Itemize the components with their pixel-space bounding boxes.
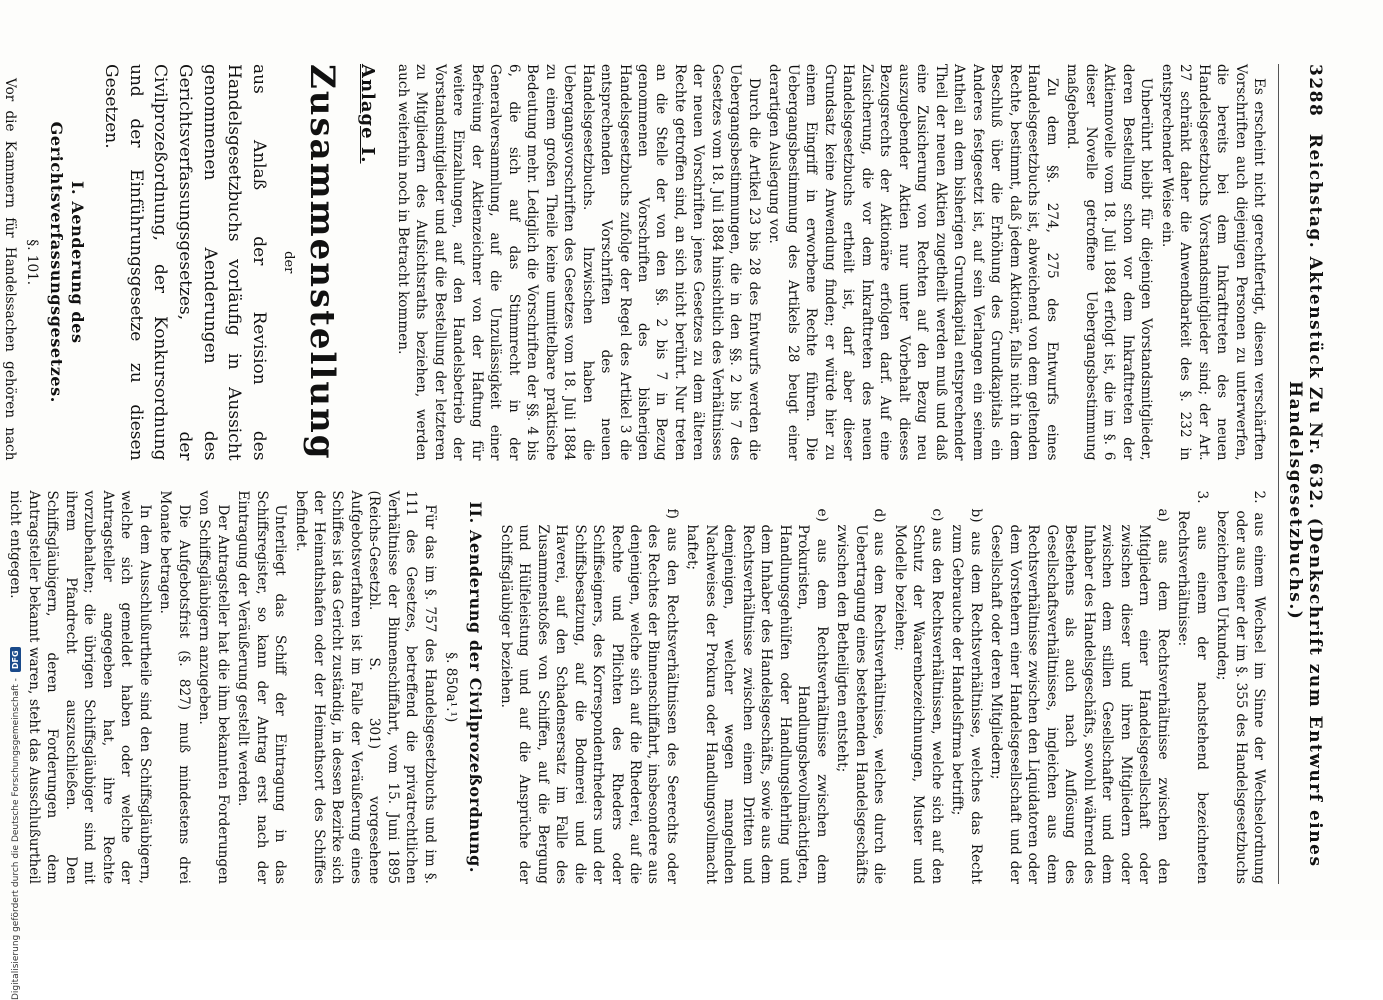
list-item: 3. aus einem der nachstehend bezeichneten Rechtsverhältnisse: [1175, 490, 1210, 884]
paragraph: Zu dem §§. 274, 275 des Entwurfs eines Handelsgesetzbuchs ist, abweichend von dem geltenden Rechte, bestimmt, daß jedem Aktionär, falls nicht in dem Beschluß über die Erhöhung des Grundkapitals ein Anderes festgesetzt ist, auf sein Verlangen ein seinem Antheil an dem bisherigen Grundkapital entsprechender Theil der neuen Aktien zugetheilt werden muß und daß eine Zusicherung von Rechten auf den Bezug neu auszugebender Aktien nur unter Vorbehalt dieses Bezugsrechts der Aktionäre erfolgen darf. Auf eine Zusicherung, die vor dem Inkrafttreten des neuen Handelsgesetzbuchs ertheilt ist, darf aber dieser Grundsatz keine Anwendung finden; er würde hier zu einem Eingriff in erworbene Rechte führen. Die Uebergangsbestimmung des Artikels 28 beugt einer derartigen Auslegung vor. [766, 64, 1060, 461]
sub-list-item: e) aus dem Rechtsverhältnisse zwischen dem Prokuristen, Handlungsbevollmächtigten, Handlungsgehülfen oder Handlungslehrling und dem Inhaber des Handelsgeschäfts, sowie aus dem Rechtsverhältnisse zwischen einem Dritten und demjenigen, welcher wegen mangelnden Nachweises der Prokura oder Handlungsvollmacht haftet; [684, 508, 830, 884]
sub-list-item: c) aus den Rechtsverhältnissen, welche sich auf den Schutz der Waarenbezeichnungen, Muster und Modelle beziehen; [891, 508, 945, 884]
section-heading: II. Aenderung der Civilprozeßordnung. [466, 501, 486, 874]
sub-list-item: a) aus dem Rechtsverhältnisse zwischen den Mitgliedern einer Handelsgesellschaft oder zwischen dieser und ihren Mitgliedern oder zwischen dem stillen Gesellschafter und dem Inhaber des Handelsgeschäfts, sowohl während des Bestehens als auch nach Auflösung des Gesellschaftsverhältnisses, ingleichen aus dem Rechtsverhältnisse zwischen den Liquidatoren oder dem Vorstehern einer Handelsgesellschaft und der Gesellschaft oder deren Mitgliedern; [988, 508, 1171, 884]
sub-list-item: f) aus den Rechtsverhältnissen des Seerechts oder des Rechtes der Binnenschiffahrt, insbesondere aus denjenigen, welche sich auf die Rhederei, auf die Rechte und Pflichten des Rheders oder Schiffseigners, des Korrespondentrheders und der Schiffsbesatzung, auf die Bodmerei und die Haverei, auf den Schadensersatz im Falle des Zusammenstoßes von Schiffen, auf die Bergung und Hülfeleistung und auf die Ansprüche der Schiffsgläubiger beziehen. [497, 508, 680, 884]
paragraph: Unterliegt das Schiff der Eintragung in das Schiffsregister, so kann der Antrag erst nach der Eintragung der Veräußerung gestellt werden. [235, 490, 289, 884]
title-connector: der [280, 251, 296, 274]
paragraph: Für das im §. 757 des Handelsgesetzbuchs und im §. 111 des Gesetzes, betreffend die privatrechtlichen Verhältnisse der Binnenschiffahrt, vom 15. Juni 1895 (Reichs-Gesetzbl. S. 301) vorgesehene Aufgebotsverfahren ist im Falle der Veräußerung eines Schiffes ist das Gericht zuständig, in dessen Bezirke sich der Heimathshafen oder der Heimathsort des Schiffes befindet. [292, 490, 438, 884]
paragraph: Unberührt bleibt für diejenigen Vorstandsmitglieder, deren Bestellung schon vor dem Inkrafttreten der Aktiennovelle vom 18. Juli 1884 erfolgt ist, die im §. 6 dieser Novelle getroffene Uebergangsbestimmung maßgebend. [1064, 64, 1155, 461]
dfg-logo-icon: DFG [10, 647, 21, 672]
appendix-label: Anlage I. [357, 64, 379, 164]
paragraph: Die Aufgebotsfrist (§. 827) muß mindestens drei Monate betragen. [157, 490, 192, 884]
page-header [1278, 64, 1325, 884]
sub-list-item: d) aus dem Rechtsverhältnisse, welches durch die Uebertragung eines bestehenden Handelsgeschäfts zwischen den Betheiligten entsteht; [834, 508, 888, 884]
credit-text: Digitalisierung gefördert durch die Deutsche Forschungsgemeinschaft - [10, 678, 21, 1000]
section-heading: I. Aenderung des Gerichtsverfassungsgesetzes. [46, 121, 88, 403]
section-title: Zusammenstellung [301, 64, 342, 461]
paragraph: Es erscheint nicht gerechtfertigt, diesen verschärften Vorschriften auch diejenigen Personen zu unterwerfen, die bereits bei dem Inkrafttreten des neuen Handelsgesetzbuchs Vorstandsmitglieder sind; der Art. 27 schränkt daher die Anwendbarkeit des §. 232 in entsprechender Weise ein. [1158, 64, 1267, 461]
paragraph: Vor die Kammern für Handelssachen gehören nach [2, 78, 19, 461]
paragraph: Der Antragsteller hat die ihm bekannten Forderungen von Schiffsgläubigern anzugeben. [196, 490, 231, 884]
left-column [2, 64, 1268, 461]
paragraph: Durch die Artikel 23 bis 28 des Entwurfs werden die Uebergangsbestimmungen, die in den §§. 2 bis 7 des Gesetzes vom 18. Juli 1884 hinsichtlich des Verhältnisses der neuen Vorschriften jenes Gesetzes zu dem älteren Rechte getroffen sind, an sich nicht berührt. Nur treten an die Stelle der von den §§. 2 bis 7 in Bezug genommenen Vorschriften des bisherigen Handelsgesetzbuchs zufolge der Regel des Artikel 3 die entsprechenden Vorschriften des neuen Handelsgesetzbuchs. Inzwischen haben die Uebergangsvorschriften des Gesetzes vom 18. Juli 1884 zu einem großen Theile keine unmittelbare praktische Bedeutung mehr. Lediglich die Vorschriften der §§. 4 bis 6, die sich auf das Stimmrecht in der Generalversammlung, auf die Unzulässigkeit einer Befreiung der Aktienzeichner von der Haftung für weitere Einzahlungen, auf den Handelsbetrieb der Vorstandsmitglieder und auf die Bestellung der letzteren zu Mitgliedern des Aufsichtsraths beziehen, werden auch weiterhin noch in Betracht kommen. [394, 64, 762, 461]
paragraph-number: §. 101. [23, 239, 40, 286]
paragraph-number: §. 850a¹.¹) [443, 652, 460, 723]
page-number: 3288 [1305, 64, 1325, 118]
list-item: 2. aus einem Wechsel im Sinne der Wechselordnung oder aus einer der im §. 355 des Handelsgesetzbuchs bezeichneten Urkunden; [1214, 490, 1267, 884]
paragraph: In dem Ausschlußurtheile sind den Schiffsgläubigern, welche sich gemeldet haben oder welche der Antragsteller angegeben hat, ihre Rechte vorzubehalten; die übrigen Schiffsgläubiger sind mit ihrem Pfandrecht auszuschließen. Den Schiffsgläubigern, deren Forderungen dem Antragsteller bekannt waren, steht das Ausschlußurtheil nicht entgegen. [7, 490, 153, 884]
running-title: Reichstag. Aktenstück Zu Nr. 632. (Denkschrift zum Entwurf eines Handelsgesetzbuchs.) [1285, 133, 1325, 868]
sub-list-item: b) aus dem Rechtsverhältnisse, welches das Recht zum Gebrauche der Handelsfirma betrifft; [949, 508, 984, 884]
title-lead: aus Anlaß der Revision des Handelsgesetzbuchs vorläufig in Aussicht genommenen Aenderungen des Gerichtsverfassungsgesetzes, der Civilprozeßordnung, der Konkursordnung und der Einführungsgesetze zu diesen Gesetzen. [101, 64, 269, 461]
digitization-credit [10, 20, 21, 1000]
